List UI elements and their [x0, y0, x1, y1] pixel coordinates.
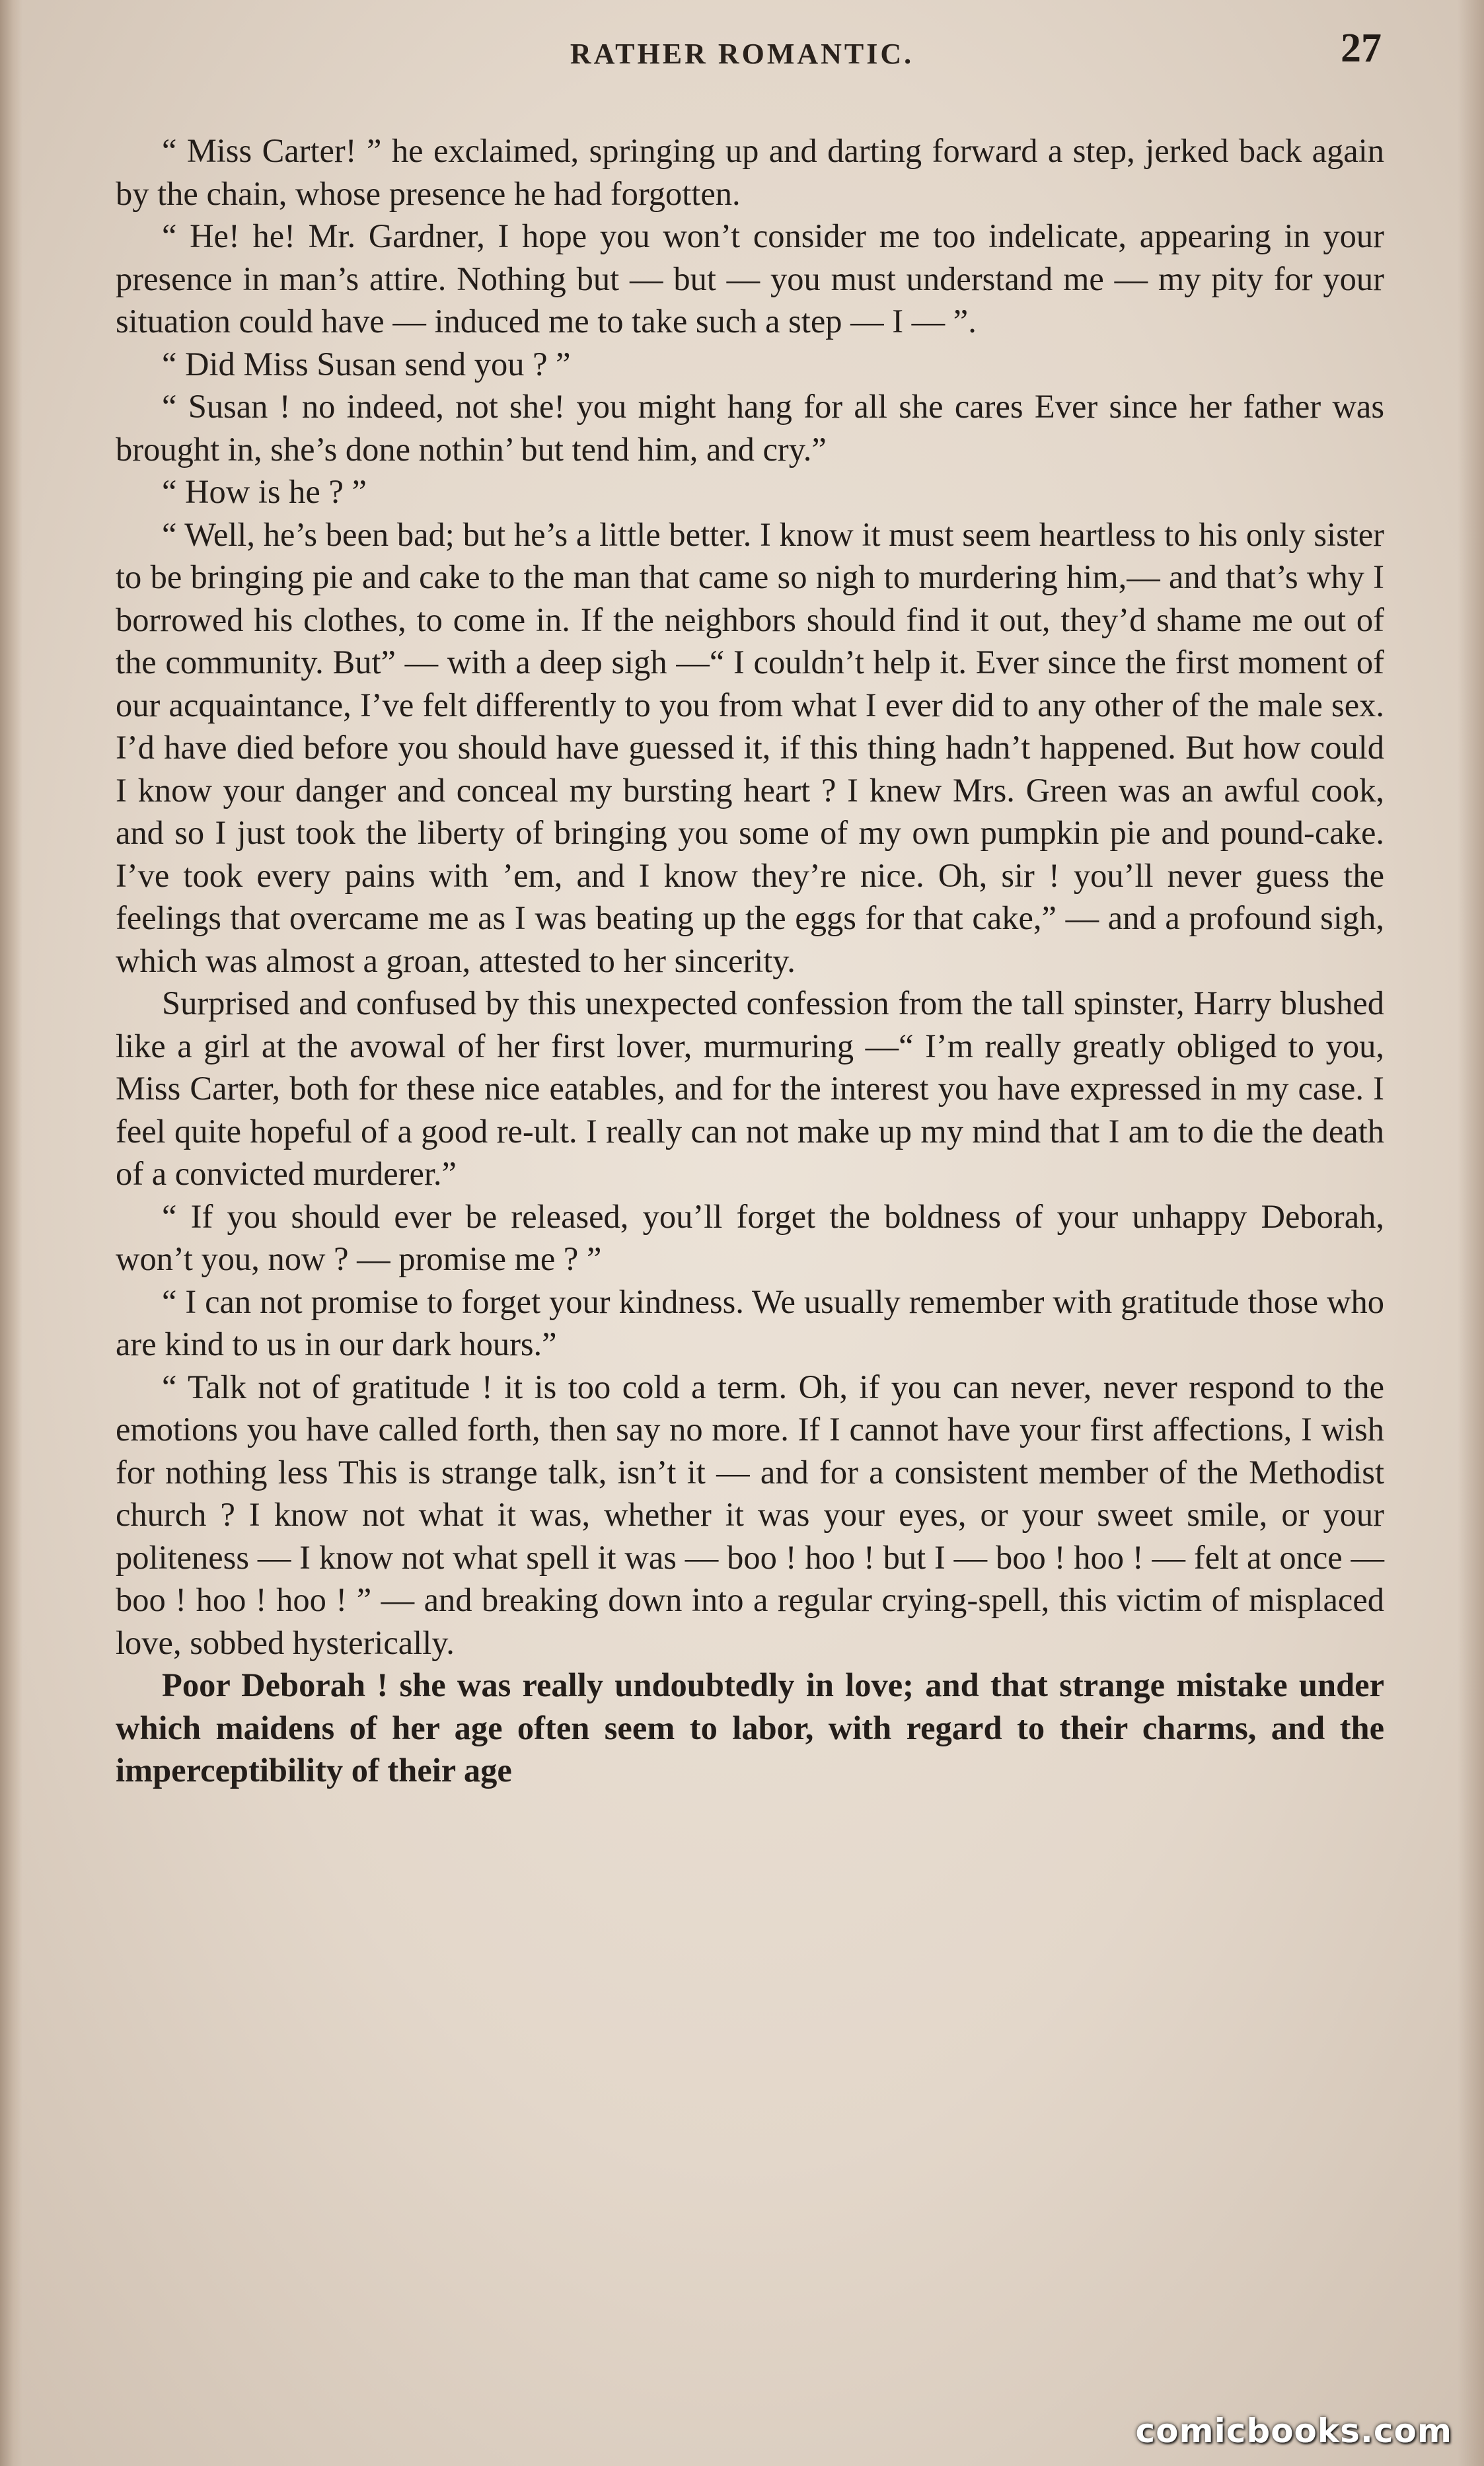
paragraph: “ How is he ? ” — [162, 473, 367, 510]
watermark-logo: comicbooks.com — [1135, 2412, 1452, 2450]
paragraph: “ Did Miss Susan send you ? ” — [162, 345, 571, 383]
paragraph: Poor Deborah ! she was really undoubtedly in love; and that strange mistake under which maidens of her age often seem to labor, with regard to their charms, and the imperceptibility of their age — [116, 1666, 1384, 1789]
body-text — [116, 130, 1384, 1792]
paragraph: “ Well, he’s been bad; but he’s a little better. I know it must seem heartless to his only sister to be bringing pie and cake to the man that came so nigh to murdering him,— and that’s why I borrowed his clothes, to come in. If the neighbors should find it out, they’d shame me out of the community. But” — with a deep sigh —“ I couldn’t help it. Ever since the first moment of our acquaintance, I’ve felt differently to you from what I ever did to any other of the male sex. I’d have died before you should have guessed it, if this thing hadn’t happened. But how could I know your danger and conceal my bursting heart ? I knew Mrs. Green was an awful cook, and so I just took the liberty of bringing you some of my own pumpkin pie and pound-cake. I’ve took every pains with ’em, and I know they’re nice. Oh, sir ! you’ll never guess the feelings that overcame me as I was beating up the eggs for that cake,” — and a profound sigh, which was almost a groan, attested to her sincerity. — [116, 515, 1384, 979]
paragraph: Surprised and confused by this unexpected confession from the tall spinster, Harry blushed like a girl at the avowal of her first lover, murmuring —“ I’m really greatly obliged to you, Miss Carter, both for these nice eatables, and for the interest you have expressed in my case. I feel quite hopeful of a good re-ult. I really can not make up my mind that I am to die the death of a convicted murderer.” — [116, 985, 1384, 1192]
page-right-edge — [1458, 0, 1484, 2466]
page-left-edge — [0, 0, 22, 2466]
paragraph: “ Miss Carter! ” he exclaimed, springing up and darting forward a step, jerked back again by the chain, whose presence he had forgotten. — [116, 132, 1384, 212]
paragraph: “ He! he! Mr. Gardner, I hope you won’t consider me too indelicate, appearing in your presence in man’s attire. Nothing but — but — you must understand me — my pity for your situation could have — induced me to take such a step — I — ”. — [116, 217, 1384, 340]
page-number: 27 — [1341, 26, 1382, 71]
paragraph: “ I can not promise to forget your kindness. We usually remember with gratitude those who are kind to us in our dark hours.” — [116, 1283, 1384, 1363]
paragraph: “ Talk not of gratitude ! it is too cold a term. Oh, if you can never, never respond to the emotions you have called forth, then say no more. If I cannot have your first affections, I wish for nothing less This is strange talk, isn’t it — and for a consistent member of the Methodist church ? I know not what it was, whether it was your eyes, or your sweet smile, or your politeness — I know not what spell it was — boo ! hoo ! but I — boo ! hoo ! — felt at once — boo ! hoo ! hoo ! ” — and breaking down into a regular crying-spell, this victim of misplaced love, sobbed hysterically. — [116, 1368, 1384, 1661]
running-head — [0, 25, 1484, 85]
paragraph: “ Susan ! no indeed, not she! you might hang for all she cares Ever since her father was brought in, she’s done nothin’ but tend him, and cry.” — [116, 388, 1384, 468]
paragraph: “ If you should ever be released, you’ll forget the boldness of your unhappy Deborah, won’t you, now ? — promise me ? ” — [116, 1197, 1384, 1277]
running-title: RATHER ROMANTIC. — [570, 38, 914, 70]
